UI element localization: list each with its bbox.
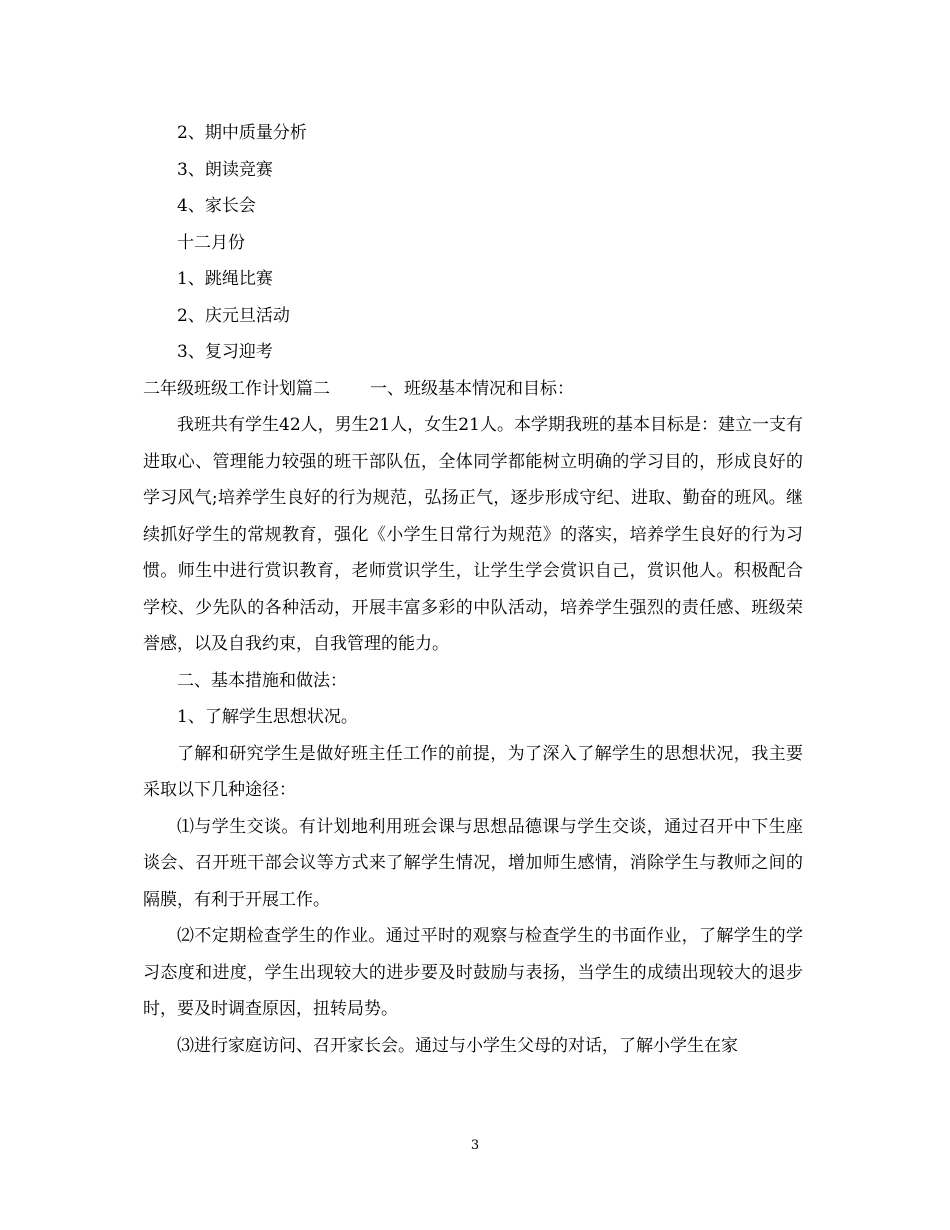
heading-understand-students: 1、了解学生思想状况。: [177, 707, 358, 727]
page-number: 3: [470, 1138, 480, 1153]
section-header: [143, 371, 803, 408]
list-item: 3、复习迎考: [177, 342, 273, 362]
heading-measures: 二、基本措施和做法：: [177, 670, 347, 691]
section-heading: 一、班级基本情况和目标：: [370, 378, 574, 399]
list-item: 2、庆元旦活动: [177, 305, 290, 326]
list-item: 3、朗读竞赛: [177, 159, 273, 180]
paragraph-check-homework: ⑵不定期检查学生的作业。通过平时的观察与检查学生的书面作业，了解学生的学习态度和进度，学生出现较大的进步要及时鼓励与表扬，当学生的成绩出现较大的退步时，要及时调查原因，扭转局势。: [143, 926, 803, 1019]
paragraph-home-visits: ⑶进行家庭访问、召开家长会。通过与小学生父母的对话，了解小学生在家: [177, 1035, 738, 1056]
month-heading: 十二月份: [177, 232, 245, 253]
list-item: 2、期中质量分析: [177, 123, 307, 143]
paragraph-class-overview: 我班共有学生42人，男生21人，女生21人。本学期我班的基本目标是：建立一支有进取心、管理能力较强的班干部队伍，全体同学都能树立明确的学习目的，形成良好的学习风气;培养学生良好的行为规范，弘扬正气，逐步形成守纪、进取、勤奋的班风。继续抓好学生的常规教育，强化《小学生日常行为规范》的落实，培养学生良好的行为习惯。师生中进行赏识教育，老师赏识学生，让学生学会赏识自己，赏识他人。积极配合学校、少先队的各种活动，开展丰富多彩的中队活动，培养学生强烈的责任感、班级荣誉感，以及自我约束，自我管理的能力。: [143, 415, 803, 654]
list-item: 1、跳绳比赛: [177, 269, 273, 289]
paragraph-understand-intro: 了解和研究学生是做好班主任工作的前提，为了深入了解学生的思想状况，我主要采取以下几种途径：: [143, 743, 803, 800]
section-title: 二年级班级工作计划篇二: [143, 378, 330, 399]
list-item: 4、家长会: [177, 196, 256, 216]
paragraph-talk-with-students: ⑴与学生交谈。有计划地利用班会课与思想品德课与学生交谈，通过召开中下生座谈会、召开班干部会议等方式来了解学生情况，增加师生感情，消除学生与教师之间的隔膜，有利于开展工作。: [143, 816, 803, 910]
page-content: [143, 115, 803, 1064]
